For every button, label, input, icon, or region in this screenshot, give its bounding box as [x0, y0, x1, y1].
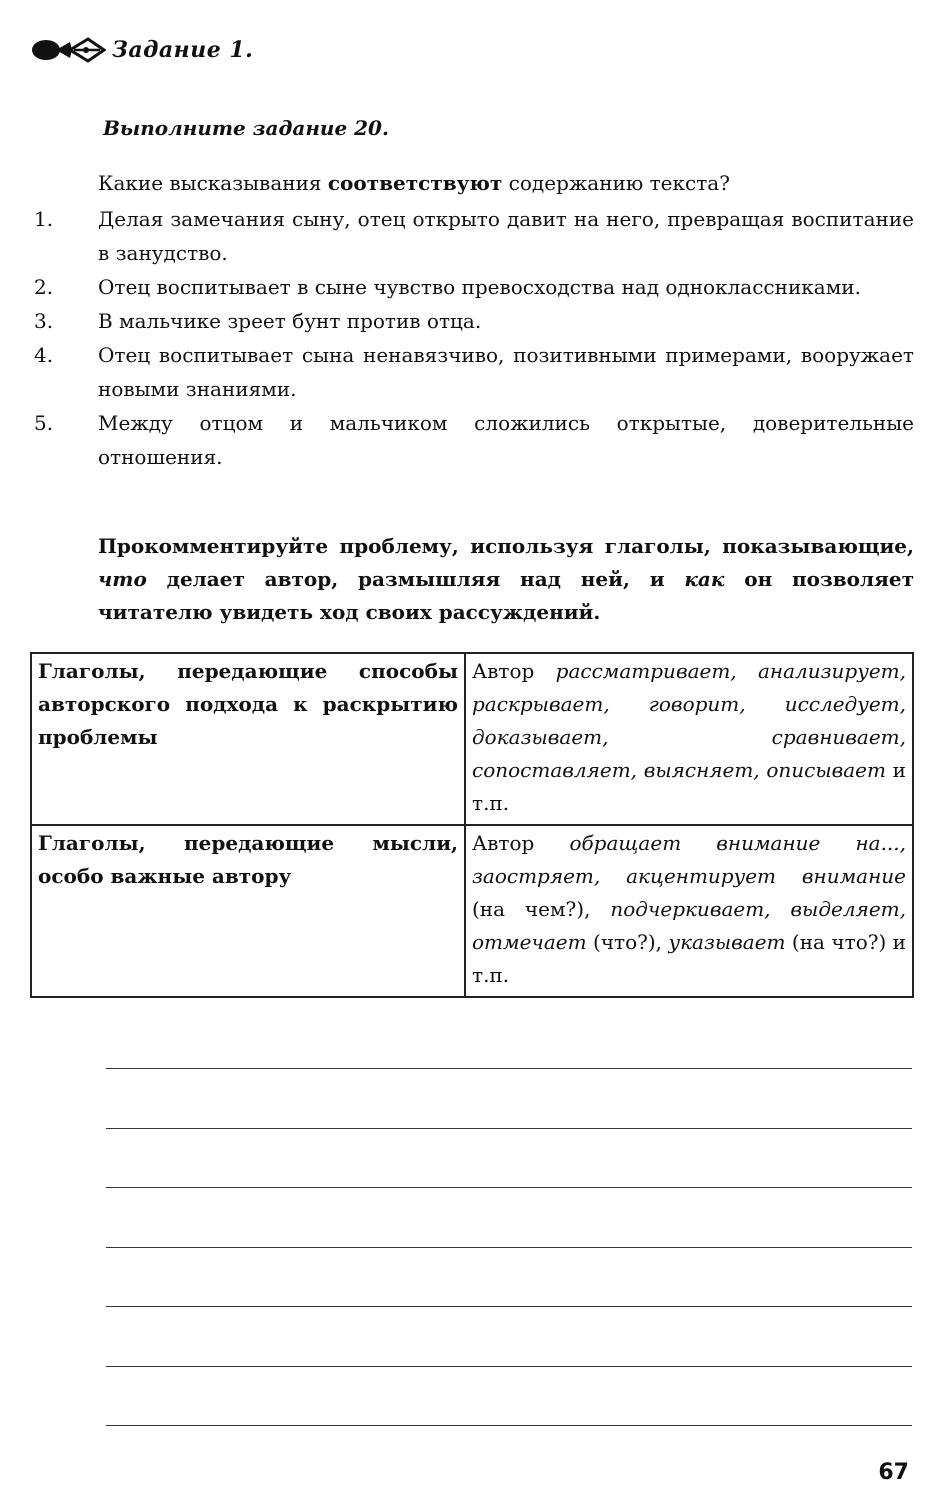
- option-item: [34, 338, 914, 406]
- answer-line[interactable]: [106, 1187, 912, 1188]
- option-text: Делая замечания сыну, отец открыто давит на него, превращая воспитание в занудство.: [98, 207, 914, 265]
- examples-tail: (на что?) и т.п.: [472, 930, 907, 987]
- table-cell-examples: [465, 653, 913, 825]
- pen-nib-icon: [30, 33, 106, 67]
- examples-verbs: указывает: [668, 930, 786, 954]
- question-emphasis: соответствуют: [327, 171, 503, 195]
- table-cell-category: Глаголы, передающие мысли, особо важные автору: [31, 825, 465, 997]
- answer-line[interactable]: [106, 1068, 912, 1069]
- option-item: [34, 304, 914, 338]
- table-cell-examples: [465, 825, 913, 997]
- examples-verbs: подчеркивает, выделяет, отмечает: [472, 897, 906, 954]
- option-item: [34, 270, 914, 304]
- prompt-text: он позволяет читателю увидеть ход своих рассуждений.: [98, 567, 914, 624]
- prompt-emphasis-how: как: [684, 567, 725, 591]
- options-list: [34, 202, 914, 474]
- task-title: Задание 1.: [112, 37, 254, 63]
- option-item: [34, 406, 914, 474]
- examples-verbs: обращает внимание на..., заостряет, акцентирует внимание: [472, 831, 907, 888]
- examples-lead: Автор: [472, 831, 570, 855]
- answer-line[interactable]: [106, 1425, 912, 1426]
- comment-prompt: [98, 530, 914, 629]
- table-row: [31, 653, 913, 825]
- answer-lines: [106, 1068, 912, 1485]
- option-number: 3.: [34, 309, 54, 333]
- verbs-table: [30, 652, 914, 998]
- option-number: 5.: [34, 411, 54, 435]
- question-text-end: содержанию текста?: [502, 171, 730, 195]
- question: [98, 171, 914, 195]
- option-number: 4.: [34, 343, 54, 367]
- question-text: Какие высказывания: [98, 171, 328, 195]
- prompt-emphasis-what: что: [98, 567, 147, 591]
- option-text: Отец воспитывает сына ненавязчиво, позитивными примерами, вооружает новыми знаниями.: [98, 343, 914, 401]
- option-number: 1.: [34, 207, 54, 231]
- option-text: В мальчике зреет бунт против отца.: [98, 309, 482, 333]
- table-row: [31, 825, 913, 997]
- task-header: [30, 30, 253, 70]
- option-item: [34, 202, 914, 270]
- instruction: Выполните задание 20.: [103, 116, 389, 140]
- option-text: Между отцом и мальчиком сложились открытые, доверительные отношения.: [98, 411, 914, 469]
- table-cell-category: Глаголы, передающие способы авторского подхода к раскрытию проблемы: [31, 653, 465, 825]
- option-number: 2.: [34, 275, 54, 299]
- answer-line[interactable]: [106, 1128, 912, 1129]
- examples-note: (на чем?),: [472, 897, 611, 921]
- option-text: Отец воспитывает в сыне чувство превосходства над одноклассниками.: [98, 275, 861, 299]
- prompt-text: делает автор, размышляя над ней, и: [146, 567, 685, 591]
- answer-line[interactable]: [106, 1247, 912, 1248]
- answer-line[interactable]: [106, 1366, 912, 1367]
- examples-lead: Автор: [472, 659, 556, 683]
- examples-verbs: рассматривает, анализирует, раскрывает, говорит, исследует, доказывает, сравнивает, сопоставляет, выясняет, описывает: [472, 659, 906, 782]
- prompt-text: Прокомментируйте проблему, используя глаголы, показывающие,: [98, 534, 914, 558]
- examples-tail: и т.п.: [472, 758, 907, 815]
- examples-note: (что?),: [586, 930, 669, 954]
- page-number: 67: [878, 1460, 909, 1485]
- answer-line[interactable]: [106, 1306, 912, 1307]
